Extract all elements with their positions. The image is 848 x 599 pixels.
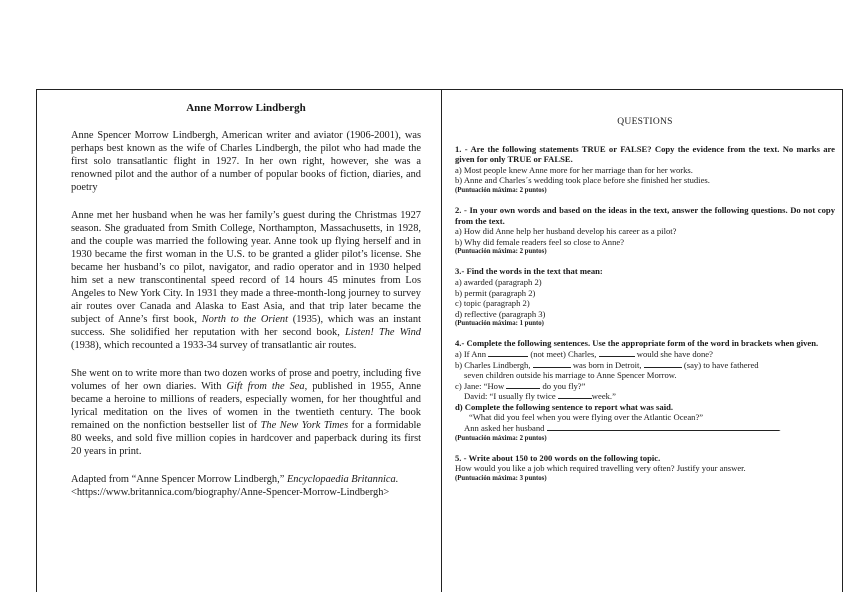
question-3-item-b: b) permit (paragraph 2): [455, 287, 536, 298]
question-3-item-d: d) reflective (paragraph 3): [455, 308, 546, 319]
newspaper-title: The New York Times: [260, 420, 349, 431]
question-2-item-a: a) How did Anne help her husband develop his career as a pilot?: [455, 226, 677, 237]
question-3-instructions: 3.- Find the words in the text that mean:: [455, 266, 603, 277]
column-divider: [441, 90, 442, 592]
paragraph-3-text-a: She went on to write more than two dozen works of prose and poetry, including five volumes of her own diaries. With: [71, 368, 421, 392]
question-4-c-text-2: do you fly?”: [542, 380, 586, 391]
question-5-score: (Puntuación máxima: 3 puntos): [455, 474, 547, 482]
paragraph-3-text-c: for a formidable 80 weeks, and sold five million copies in hardcover and paperback during its first 20 years in print.: [71, 420, 422, 457]
questions-column: [455, 117, 835, 493]
source-publication: Encyclopaedia Britannica.: [286, 474, 399, 485]
question-4-c-reply: [455, 391, 835, 402]
question-4-d-quote: “What did you feel when you were flying over the Atlantic Ocean?”: [469, 412, 704, 423]
question-1-score: (Puntuación máxima: 2 puntos): [455, 186, 547, 194]
question-3-item-c: c) topic (paragraph 2): [455, 298, 530, 309]
source-text: Adapted from “Anne Spencer Morrow Lindbergh,”: [71, 474, 287, 485]
answer-blank[interactable]: [533, 367, 571, 368]
answer-blank[interactable]: [558, 398, 592, 399]
question-4-d-text: Ann asked her husband: [464, 423, 545, 434]
question-4-b-text-3: (say) to have fathered: [683, 359, 759, 370]
paragraph-2: [71, 209, 421, 352]
question-1-item-a: a) Most people knew Anne more for her marriage than for her works.: [455, 164, 693, 175]
question-4-item-d: d) Complete the following sentence to report what was said.: [455, 401, 674, 412]
reading-title: Anne Morrow Lindbergh: [186, 102, 306, 114]
question-2-item-b: b) Why did female readers feel so close to Anne?: [455, 236, 625, 247]
question-4-item-c: [455, 381, 835, 392]
question-4-item-b: [455, 360, 835, 371]
question-4: [455, 338, 835, 442]
question-4-instructions: 4.- Complete the following sentences. Use the appropriate form of the word in brackets when given.: [455, 338, 819, 349]
question-5: [455, 453, 835, 483]
paragraph-3: [71, 367, 421, 458]
question-1: [455, 144, 835, 195]
question-1-instructions: 1. - Are the following statements TRUE or FALSE? Copy the evidence from the text. No marks are given for only TRUE or FALSE.: [455, 143, 835, 165]
questions-title: QUESTIONS: [617, 117, 673, 127]
paragraph-3-text-b: , published in 1955, Anne became a heroine to millions of readers, especially women, for her thoughtful and lyrical meditation on the lives of women in the twentieth century. The book remained on the nonfiction bestseller list of: [71, 381, 421, 431]
question-3-score: (Puntuación máxima: 1 punto): [455, 320, 544, 328]
paragraph-2-text-a: Anne met her husband when he was her family’s guest during the Christmas 1927 season. She graduated from Smith College, Northampton, Massachusetts, in 1928, and the couple was married the following year. Anne took up flying herself and in 1930 became the first woman in the U.S. to be granted a glider pilot’s license. She became her husband’s co pilot, navigator, and radio operator and in 1930 helped him set a new transcontinental speed record of 14 hours 45 minutes from Los Angeles to New York City. In 1931 they made a three-month-long journey to survey air routes over Canada and Alaska to East Asia, and that trip later became the subject of Anne’s first book,: [71, 210, 421, 325]
question-4-c-text-4: week.”: [591, 391, 616, 402]
question-2-score: (Puntuación máxima: 2 puntos): [455, 248, 547, 256]
source-citation: [71, 473, 421, 499]
question-1-item-b: b) Anne and Charles´s wedding took place before she finished her studies.: [455, 175, 710, 186]
source-url: <https://www.britannica.com/biography/Anne-Spencer-Morrow-Lindbergh>: [71, 487, 390, 498]
question-4-b-text-1: b) Charles Lindbergh,: [455, 359, 531, 370]
paragraph-2-text-c: (1938), which recounted a 1933-34 survey of transatlantic air routes.: [71, 340, 357, 351]
question-2: [455, 205, 835, 256]
question-4-a-text-2: (not meet) Charles,: [530, 348, 597, 359]
question-4-b-text-2: was born in Detroit,: [572, 359, 642, 370]
book-title-gift-from-the-sea: Gift from the Sea: [226, 381, 305, 392]
question-2-instructions: 2. - In your own words and based on the ideas in the text, answer the following questions. Do not copy from the text.: [455, 204, 835, 226]
answer-blank[interactable]: [599, 356, 635, 357]
answer-blank[interactable]: [547, 430, 779, 431]
answer-blank[interactable]: [644, 367, 682, 368]
paragraph-1: Anne Spencer Morrow Lindbergh, American writer and aviator (1906-2001), was perhaps best known as the wife of Charles Lindbergh, the pilot who had made the first solo transatlantic flight in 1927. In her own right, however, she was a renowned pilot and the author of a number of popular books of fiction, diaries, and poetry: [71, 130, 421, 193]
answer-blank[interactable]: [488, 356, 528, 357]
exam-sheet: [36, 89, 843, 592]
question-4-d-answer-line: Ann asked her husband .: [464, 423, 781, 434]
book-title-listen-the-wind: Listen! The Wind: [344, 327, 421, 338]
book-title-north-to-the-orient: North to the Orient: [201, 314, 289, 325]
question-5-instructions: 5. - Write about 150 to 200 words on the following topic.: [455, 452, 661, 463]
paragraph-2-text-b: (1935), which was an instant success. She solidified her reputation with her second book,: [71, 314, 421, 338]
reading-column: [71, 102, 421, 499]
answer-blank[interactable]: [506, 388, 540, 389]
question-5-topic: How would you like a job which required travelling very often? Justify your answer.: [455, 463, 746, 474]
question-3: [455, 266, 835, 328]
question-4-a-text-3: would she have done?: [636, 348, 713, 359]
question-4-score: (Puntuación máxima: 2 puntos): [455, 434, 547, 442]
question-4-c-text-3: David: “I usually fly twice: [464, 391, 556, 402]
question-4-b-continuation: seven children outside his marriage to Anne Spencer Morrow.: [464, 370, 677, 381]
question-4-a-text-1: a) If Ann: [455, 348, 487, 359]
question-4-item-a: [455, 349, 835, 360]
question-3-item-a: a) awarded (paragraph 2): [455, 276, 542, 287]
question-4-c-text-1: c) Jane: “How: [455, 380, 505, 391]
